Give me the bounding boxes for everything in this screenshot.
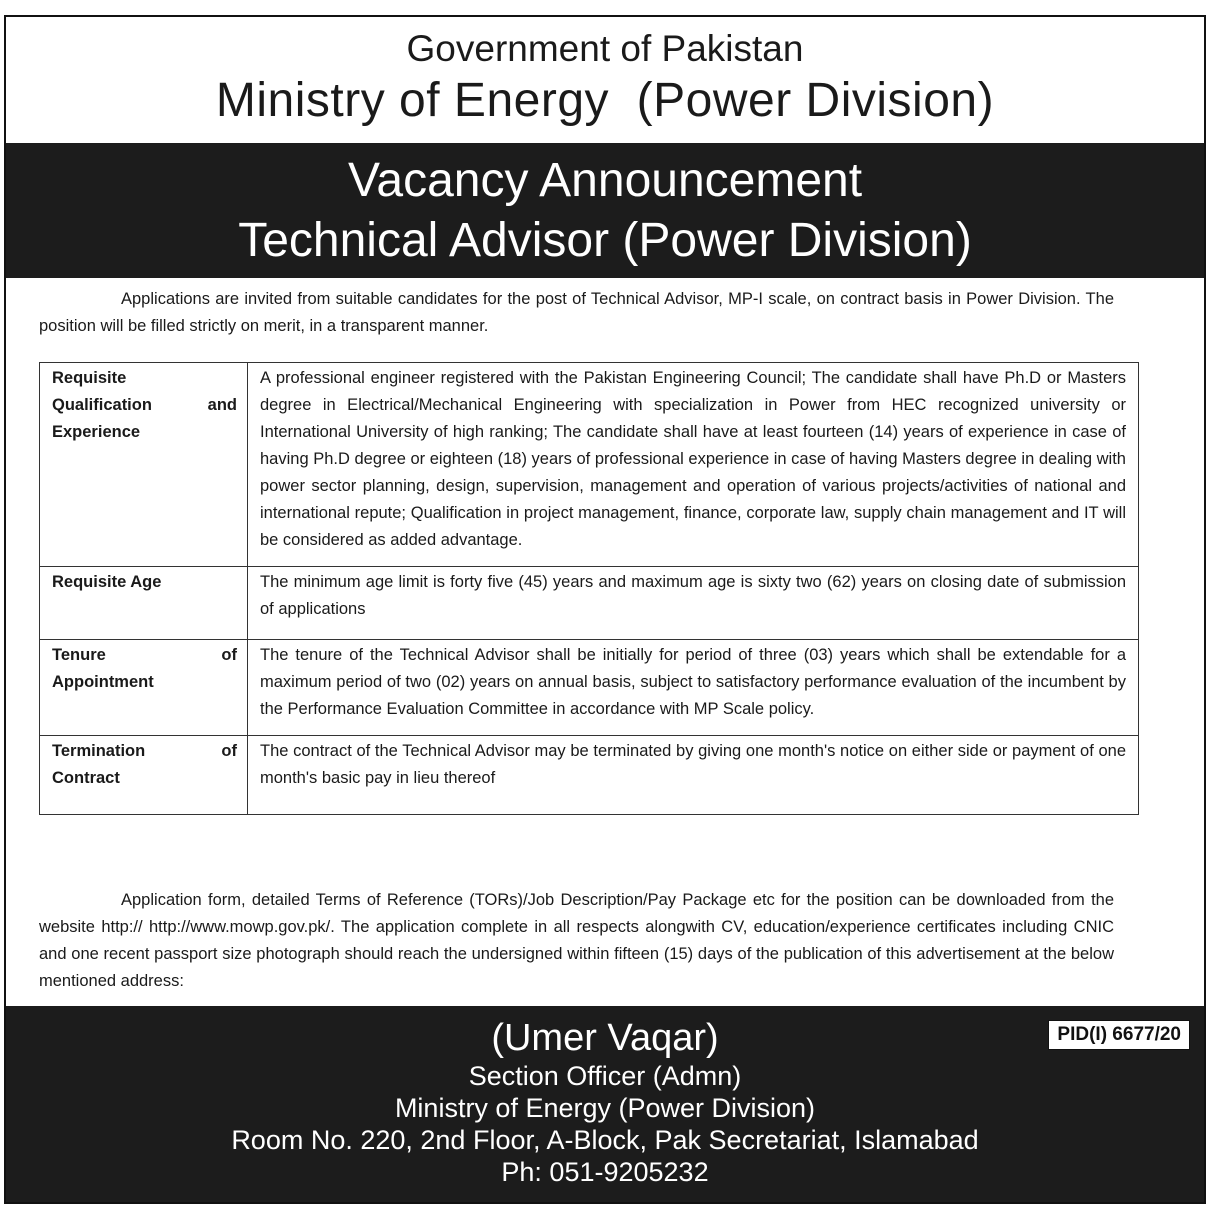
age-label: Requisite Age (40, 567, 248, 640)
table-row (40, 736, 1139, 815)
government-title: Government of Pakistan (406, 28, 804, 69)
termination-label: Termination of Contract (40, 736, 248, 815)
table-row (40, 640, 1139, 736)
banner-post: Technical Advisor (Power Division) (238, 214, 972, 267)
table-row (40, 363, 1139, 567)
application-paragraph (39, 887, 1114, 995)
table-row (40, 567, 1139, 640)
application-text-after: . The application complete in all respects alongwith CV, education/experience certificates including CNIC and one recent passport size photograph should reach the undersigned within fifteen (15) days of the publication of this advertisement at the below mentioned address: (39, 918, 1114, 990)
termination-text: The contract of the Technical Advisor may be terminated by giving one month's notice on either side or payment of one month's basic pay in lieu thereof (248, 736, 1139, 815)
tenure-text: The tenure of the Technical Advisor shall be initially for period of three (03) years which shall be extendable for a maximum period of two (02) years on annual basis, subject to satisfactory performance evaluation of the incumbent by the Performance Evaluation Committee in accordance with MP Scale policy. (248, 640, 1139, 736)
qualification-label: Requisite Qualification and Experience (40, 363, 248, 567)
office-address: Room No. 220, 2nd Floor, A-Block, Pak Secretariat, Islamabad (231, 1125, 979, 1155)
requirements-table (39, 362, 1139, 815)
footer-ministry: Ministry of Energy (Power Division) (394, 1093, 816, 1123)
intro-paragraph (6, 278, 1204, 340)
vacancy-advertisement (4, 15, 1206, 1204)
officer-name: (Umer Vaqar) (491, 1017, 719, 1059)
header (6, 17, 1204, 143)
address-footer (6, 1006, 1204, 1202)
intro-text: Applications are invited from suitable candidates for the post of Technical Advisor, MP-I scale, on contract basis in Power Division. The position will be filled strictly on merit, in a transparent manner. (39, 290, 1114, 335)
banner-title: Vacancy Announcement (347, 154, 863, 207)
pid-badge: PID(I) 6677/20 (1048, 1020, 1190, 1050)
phone-number: Ph: 051-9205232 (501, 1157, 709, 1187)
qualification-text: A professional engineer registered with the Pakistan Engineering Council; The candidate shall have Ph.D or Masters degree in Electrical/Mechanical Engineering with specialization in Power from HEC recognized university or International University of high ranking; The candidate shall have at least fourteen (14) years of experience in case of having Ph.D degree or eighteen (18) years of professional experience in case of having Masters degree in dealing with power sector planning, design, supervision, management and operation of various projects/activities of national and international repute; Qualification in project management, finance, corporate law, supply chain management and IT will be considered as added advantage. (248, 363, 1139, 567)
age-text: The minimum age limit is forty five (45) years and maximum age is sixty two (62) years on closing date of submission of applications (248, 567, 1139, 640)
tenure-label: Tenure of Appointment (40, 640, 248, 736)
website-link[interactable]: http://www.mowp.gov.pk/ (148, 918, 331, 936)
vacancy-banner (6, 143, 1204, 278)
officer-designation: Section Officer (Admn) (468, 1061, 742, 1091)
application-text-before: Application form, detailed Terms of Reference (TORs)/Job Description/Pay Package etc for the position can be downloaded from the website http:// (39, 891, 1114, 936)
ministry-title: Ministry of Energy (Power Division) (215, 74, 995, 127)
